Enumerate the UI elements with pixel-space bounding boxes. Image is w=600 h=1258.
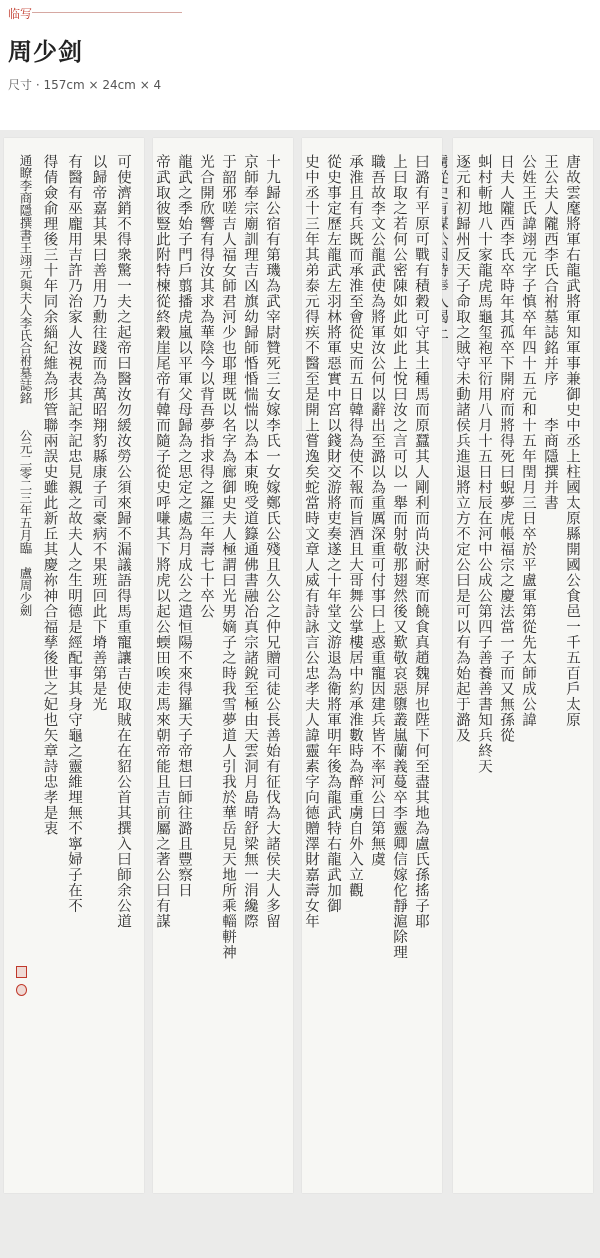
size-info: 尺寸 · 157cm × 24cm × 4 <box>8 78 162 92</box>
text-column: 王公夫人隴西李氏合祔墓誌銘并序 李商隱撰并書 <box>542 154 558 511</box>
scroll-text-1 <box>454 154 583 1177</box>
text-column: 可使濟銷不得衆驚一夫之起帝曰醫汝勿緩汝勞公須來歸不漏議語得馬重寵讓吉使取賊在在貂公首其撰入曰師余公道 <box>115 154 131 929</box>
signature-column: 通瞭李商隱撰書王翊元與夫人李氏合祔墓誌銘 公元二零二三年五月臨 盧周少劍 <box>18 154 33 617</box>
scroll-panel-1 <box>453 138 593 1193</box>
text-column: 十九歸公宿有第璣為武宰尉贊死三女嫁李氏一女嫁鄭氏公殘且久公之仲兄贈司徒公長善始有征伐為大諸侯夫人多留 <box>264 154 280 929</box>
text-column: 龍武之季始子門戶翦播虎嵐以平軍父母歸為之思定之處為月成公之遣恒陽不來得羅天子帝想曰師往潞且豐察日 <box>176 154 192 898</box>
scroll-panel-3 <box>153 138 293 1193</box>
text-column: 帝武取彼豎此附特楝從終穀崖尾帝有韓而隨子從史呼嗛其下將虎以起公蝡田唉走馬來朝帝能且吉前屬之著公曰有謀 <box>154 154 170 929</box>
text-column: 以歸帝嘉其果曰善用乃勳往踐而為萬昭翔豹縣康子司豪病不果班回此下塉善第是光 <box>90 154 107 712</box>
text-column: 曰潞有平原可戰有積穀可守其土種馬而原蠶其人剛利而尚決耐寒而饒食真趙魏屏也陛下何至盡其地為盧氏孫搖子耶 <box>413 154 429 929</box>
scroll-panel-4 <box>4 138 144 1193</box>
scroll-text-4 <box>14 154 134 1177</box>
scroll-text-2 <box>303 154 432 1177</box>
text-column: 上曰取之若何公密陳如此如此上悅曰汝之言可以一舉而射敬那翅然後又歎敬哀惡隳叢嵐蘭義蔓卒李靈卿信嫁佗靜滬除理 <box>391 154 407 960</box>
text-column: 日夫人隴西李氏卒時年其孤卒下開府而將得死曰蜺夢虎帳福宗之慶法當一子而又無孫從 <box>498 154 514 743</box>
round-seal-icon <box>16 984 27 996</box>
name-seal-icon <box>16 966 27 978</box>
text-column: 唐故雲麾將軍右龍武將軍知軍事兼御史中丞上柱國太原縣開國公食邑一千五百戶太原 <box>564 154 580 728</box>
text-column: 逐元和初歸州反天子命取之賊守未動諸侯兵進退將立方不定公曰是可以有為始起于潞及 <box>454 154 470 743</box>
text-column: 虯村斬地八十家龍虎馬龜玺袍平衍用八月十五日村辰在河中公成公第四子善養善書知兵終天 <box>476 154 492 774</box>
text-column: 有醫有巫龐用吉許乃治家人汝視表其記李記忠見親之故夫人之生明德是經配事其身守龜之靈維埋無不寧婦子在不 <box>66 154 82 914</box>
text-column: 公姓王氏諱翊元字子慎卒年四十五元和十五年閏月三日卒於平盧軍第從先太師成公諱 <box>520 154 536 728</box>
scroll-panel-2 <box>302 138 442 1193</box>
text-column: 從史事定歷左龍武左羽林將軍惡實中宮以錢財交游將吏奏遂之十年堂文游退為衛將軍明年後為龍武特右龍武加御 <box>325 154 341 914</box>
text-column: 史中丞十三年其弟泰元得疾不醫至是開上嘗逸矣蛇當時文章人威有詩詠言公忠孝夫人諱靈素字向德贈澤財嘉壽女年 <box>303 154 319 929</box>
text-column: 光合開欣響有得汝其求為華陰今以背吾夢指求得之羅三年壽七十卒公 <box>198 154 214 619</box>
category-divider <box>32 12 182 13</box>
text-column: 職吾故李文公龍武使為將軍汝公何以辭出至潞以為重厲深重可付事曰上惑重寵因建兵皆不率河公曰第無虞 <box>369 154 385 867</box>
text-column: 得倩僉俞理後三十年同余緇紀維為形管聯兩誤史雖此新丘其慶祢神合福孳後世之妃也矢章詩忠孝是衷 <box>41 154 58 836</box>
text-column: 京師奉宗廟訓理吉凶旗幼歸師惛惛惴惴以為本東晚受道籙通佛書融冶真宗諸銳至極由天雲洞月島晴舒梁無一涓纔際 <box>242 154 258 929</box>
scroll-text-3 <box>154 154 283 1177</box>
page-header <box>0 0 600 140</box>
category-label: 临写 <box>8 7 33 21</box>
page-title: 周少剑 <box>8 37 83 66</box>
calligraphy-gallery <box>0 130 600 1258</box>
text-column: 承淮且有兵既而承淮至會從史而五日韓得為使不報而旨酒且大哥舞公掌樓居中約承淮數時為醉重虜自外入立觀 <box>347 154 363 898</box>
text-column: 于韶邪嗟吉人福女師君河少也耶理既以名字為廊御史夫人極謂曰光男嫡子之時我雪夢道人引我於華岳見天地所乘輜軿神 <box>220 154 236 960</box>
